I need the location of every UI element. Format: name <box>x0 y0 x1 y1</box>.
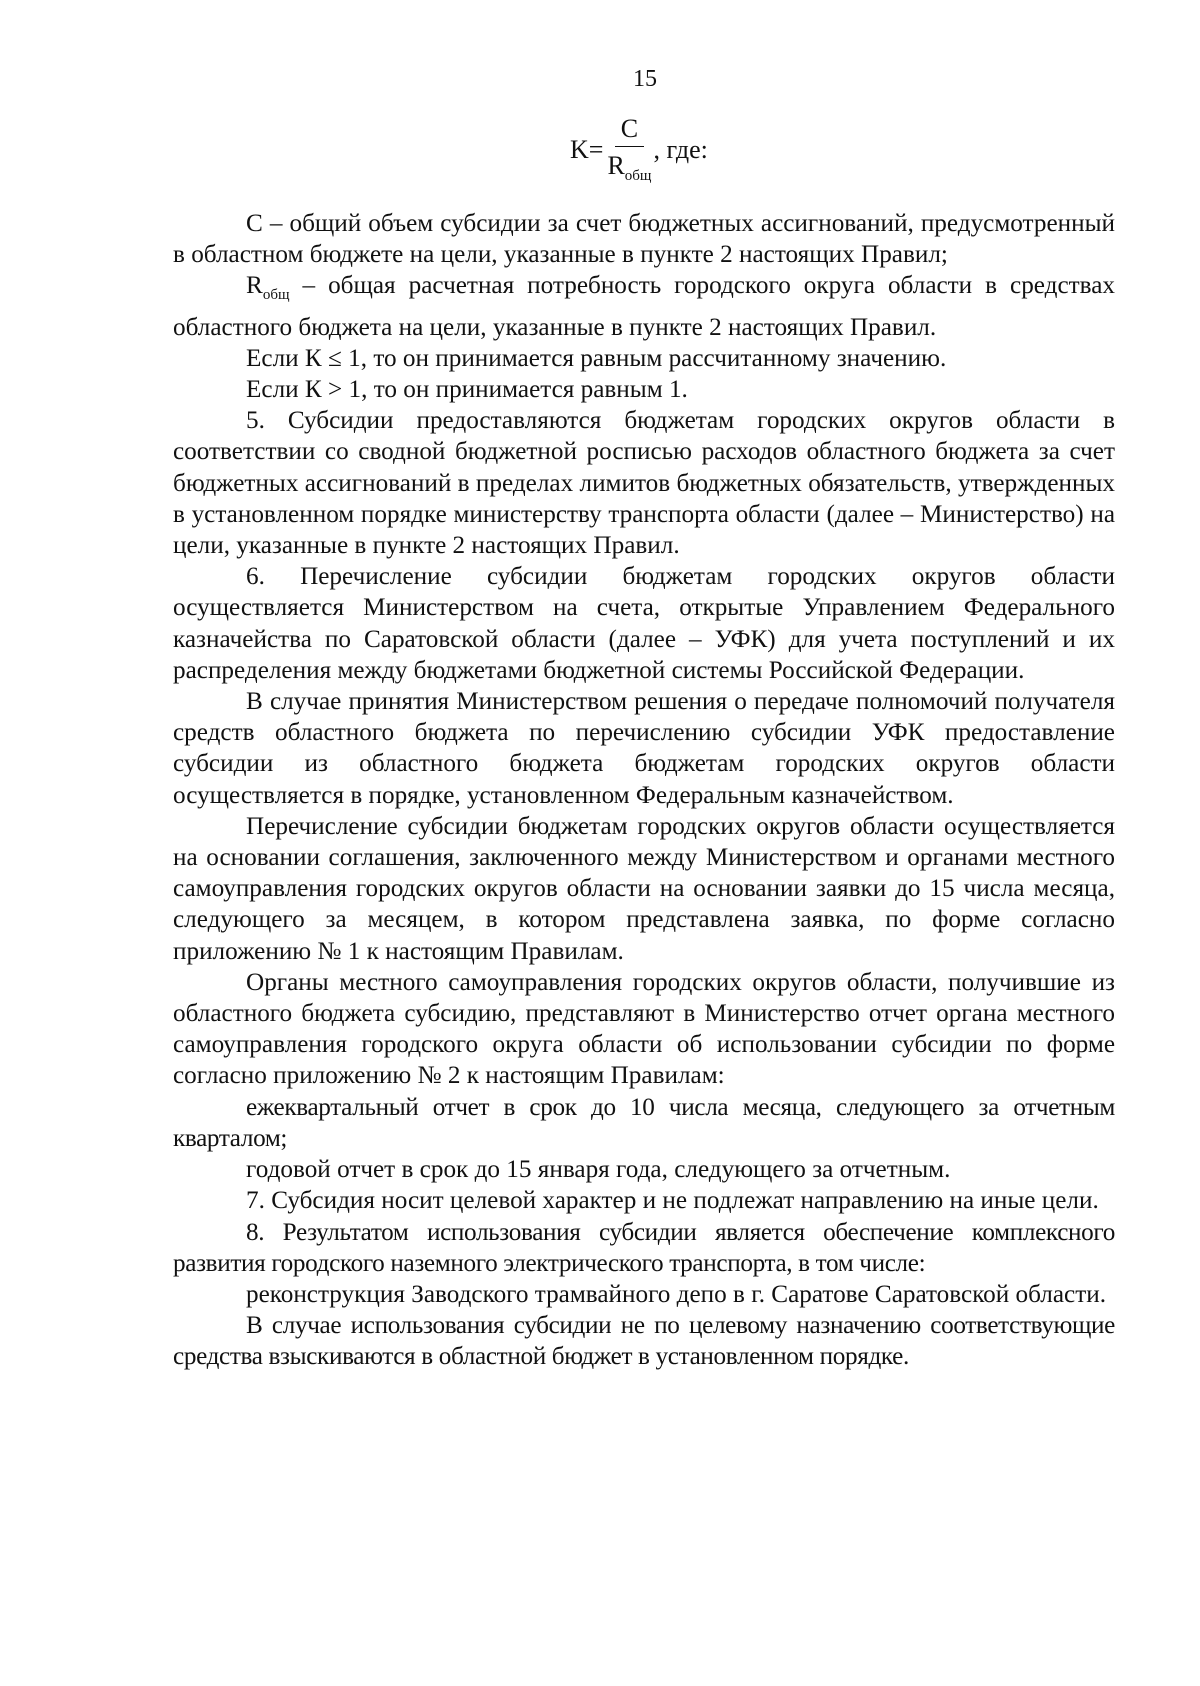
formula-fraction <box>607 116 651 184</box>
paragraph-5: 5. Субсидии предоставляются бюджетам городских округов области в соответствии со сводной бюджетной росписью расходов областного бюджета за счет бюджетных ассигнований в пределах лимитов бюджетных обязательств, утвержденных в установленном порядке министерству транспорта области (далее – Министерство) на цели, указанные в пункте 2 настоящих Правил. <box>173 407 1115 560</box>
paragraph-7: 7. Субсидия носит целевой характер и не подлежат направлению на иные цели. <box>246 1187 1099 1215</box>
definition-r-base: R <box>246 272 263 300</box>
formula-denominator-subscript: общ <box>624 168 652 184</box>
paragraph-6-annual: годовой отчет в срок до 15 января года, следующего за отчетным. <box>246 1156 951 1184</box>
definition-r-symbol <box>246 272 290 304</box>
k-greater-rule: Если К > 1, то он принимается равным 1. <box>246 376 688 404</box>
paragraph-8: 8. Результатом использования субсидии является обеспечение комплексного развития городского наземного электрического транспорта, в том числе: <box>173 1218 1115 1277</box>
formula-suffix: , где: <box>653 135 708 164</box>
definition-r <box>173 270 1115 342</box>
paragraph-8-misuse: В случае использования субсидии не по целевому назначению соответствующие средства взыскиваются в областной бюджет в установленном порядке. <box>173 1312 1115 1371</box>
definition-r-text: – общая расчетная потребность городского округа области в средствах областного бюджета на цели, указанные в пункте 2 настоящих Правил. <box>173 272 1115 341</box>
paragraph-8-item: реконструкция Заводского трамвайного депо в г. Саратове Саратовской области. <box>246 1280 1107 1308</box>
k-less-equal-rule: Если К ≤ 1, то он принимается равным рассчитанному значению. <box>246 344 947 372</box>
paragraph-6: 6. Перечисление субсидии бюджетам городских округов области осуществляется Министерством на счета, открытые Управлением Федерального казначейства по Саратовской области (далее – УФК) для учета поступлений и их распределения между бюджетами бюджетной системы Российской Федерации. <box>173 563 1115 684</box>
document-body <box>173 208 1115 1373</box>
formula-denominator-base: R <box>607 151 625 180</box>
coefficient-formula <box>570 116 708 184</box>
page-number: 15 <box>633 66 657 92</box>
paragraph-6-transfer: Перечисление субсидии бюджетам городских округов области осуществляется на основании соглашения, заключенного между Министерством и органами местного самоуправления городских округов области на основании заявки до 15 числа месяца, следующего за месяцем, в котором представлена заявка, по форме согласно приложению № 1 к настоящим Правилам. <box>173 812 1115 965</box>
definition-r-subscript: общ <box>262 287 290 304</box>
formula-denominator <box>607 147 651 184</box>
formula-lhs: K= <box>570 135 604 164</box>
formula-numerator: C <box>615 116 644 147</box>
definition-c: С – общий объем субсидии за счет бюджетных ассигнований, предусмотренный в областном бюджете на цели, указанные в пункте 2 настоящих Правил; <box>173 210 1115 269</box>
paragraph-6-report: Органы местного самоуправления городских округов области, получившие из областного бюджета субсидию, представляют в Министерство отчет органа местного самоуправления городского округа области об использовании субсидии по форме согласно приложению № 2 к настоящим Правилам: <box>173 968 1115 1090</box>
paragraph-6-case: В случае принятия Министерством решения о передаче полномочий получателя средств областного бюджета по перечислению субсидии УФК предоставление субсидии из областного бюджета бюджетам городских округов области осуществляется в порядке, установленном Федеральным казначейством. <box>173 688 1115 809</box>
paragraph-6-quarterly: ежеквартальный отчет в срок до 10 числа месяца, следующего за отчетным кварталом; <box>173 1093 1115 1152</box>
